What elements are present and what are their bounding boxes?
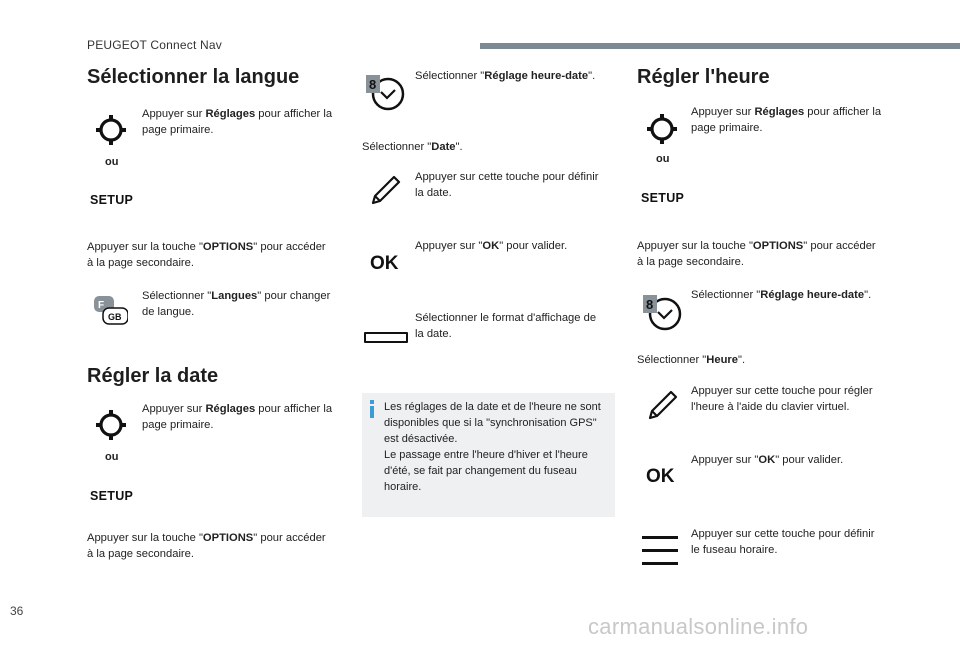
info-note-text: Les réglages de la date et de l'heure ne sont disponibles que si la "synchronisation GPS" est désactivée. Le passage entre l'heure d'hiver et l'heure d'été, se fait par changement du fuseau horaire. — [384, 401, 601, 493]
info-icon — [370, 400, 374, 418]
clock-settings-icon[interactable] — [643, 292, 683, 332]
date-step-ok: Appuyer sur "OK" pour valider. — [415, 240, 568, 252]
or-label: ou — [656, 153, 670, 165]
time-step-edit: Appuyer sur cette touche pour régler l'heure à l'aide du clavier virtuel. — [691, 385, 873, 413]
date-step-select-date: Sélectionner "Date". — [362, 141, 463, 153]
section-title-date: Régler la date — [87, 365, 219, 387]
language-step-settings: Appuyer sur Réglages pour afficher la page primaire. — [142, 108, 333, 136]
section-title-time: Régler l'heure — [637, 66, 770, 88]
datetime-step-select: Sélectionner "Réglage heure-date". — [415, 70, 596, 82]
ok-button[interactable]: OK — [646, 466, 675, 487]
date-step-format: Sélectionner le format d'affichage de la date. — [415, 312, 597, 340]
time-step-options: Appuyer sur la touche "OPTIONS" pour accéder à la page secondaire. — [637, 240, 876, 268]
page-number: 36 — [10, 604, 24, 618]
setup-button[interactable]: SETUP — [641, 191, 685, 205]
pencil-icon[interactable] — [645, 389, 679, 423]
section-title-language: Sélectionner la langue — [87, 66, 300, 88]
language-flag-icon[interactable] — [94, 296, 128, 326]
time-step-datetime: Sélectionner "Réglage heure-date". — [691, 289, 872, 301]
watermark: carmanualsonline.info — [588, 614, 809, 639]
clock-settings-icon[interactable] — [366, 72, 406, 112]
badge-number: 8 — [369, 77, 377, 92]
time-step-settings: Appuyer sur Réglages pour afficher la page primaire. — [691, 106, 882, 134]
gear-icon — [95, 409, 127, 441]
time-step-ok: Appuyer sur "OK" pour valider. — [691, 454, 844, 466]
menu-icon[interactable] — [642, 536, 678, 566]
gear-icon — [646, 113, 678, 145]
date-step-options: Appuyer sur la touche "OPTIONS" pour accéder à la page secondaire. — [87, 532, 326, 560]
flag-label-bottom: GB — [108, 312, 122, 322]
date-step-settings: Appuyer sur Réglages pour afficher la page primaire. — [142, 403, 333, 431]
or-label: ou — [105, 451, 119, 463]
time-step-timezone: Appuyer sur cette touche pour définir le fuseau horaire. — [691, 528, 875, 556]
flag-label-top: F — [98, 300, 105, 311]
header-rule — [480, 43, 960, 49]
header-title: PEUGEOT Connect Nav — [87, 38, 222, 52]
language-step-options: Appuyer sur la touche "OPTIONS" pour accéder à la page secondaire. — [87, 241, 326, 269]
setup-button[interactable]: SETUP — [90, 489, 134, 503]
date-format-button[interactable] — [364, 332, 408, 343]
time-step-select-hour: Sélectionner "Heure". — [637, 354, 746, 366]
or-label: ou — [105, 156, 119, 168]
setup-button[interactable]: SETUP — [90, 193, 134, 207]
date-step-edit: Appuyer sur cette touche pour définir la date. — [415, 171, 599, 199]
badge-number: 8 — [646, 297, 654, 312]
gear-icon — [95, 114, 127, 146]
language-step-select: Sélectionner "Langues" pour changer de langue. — [142, 290, 331, 318]
pencil-icon[interactable] — [368, 174, 402, 208]
ok-button[interactable]: OK — [370, 253, 399, 274]
